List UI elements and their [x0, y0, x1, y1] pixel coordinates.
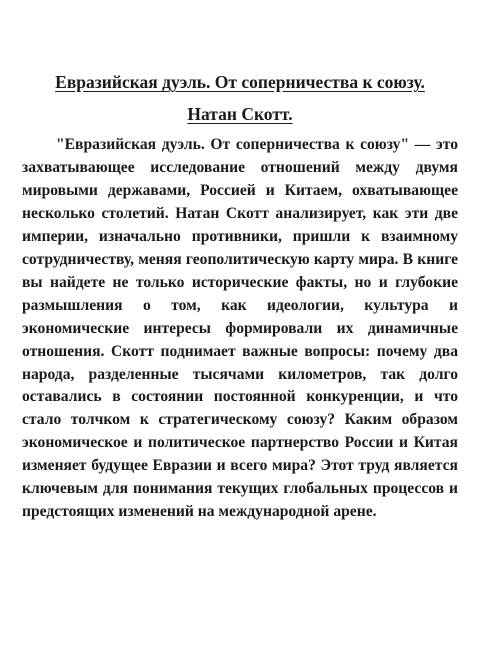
document-paragraph: "Евразийская дуэль. От соперничества к союзу" — это захватывающее исследование отношений между двумя мировыми державами, Россией и Китаем, охватывающее несколько столетий. Натан Скотт анализирует, как эти две империи, изначально противники, пришли к взаимному сотрудничеству, меняя геополитическую карту мира. В книге вы найдете не только исторические факты, но и глубокие размышления о том, как идеологии, культура и экономические интересы формировали их динамичные отношения. Скотт поднимает важные вопросы: почему два народа, разделенные тысячами километров, так долго оставались в состоянии постоянной конкуренции, и что стало толчком к стратегическому союзу? Каким образом экономическое и политическое партнерство России и Китая изменяет будущее Евразии и всего мира? Этот труд является ключевым для понимания текущих глобальных процессов и предстоящих изменений на международной арене. [22, 136, 458, 521]
document-author: Натан Скотт. [187, 104, 293, 124]
document-title: Евразийская дуэль. От соперничества к союзу. [55, 72, 425, 92]
